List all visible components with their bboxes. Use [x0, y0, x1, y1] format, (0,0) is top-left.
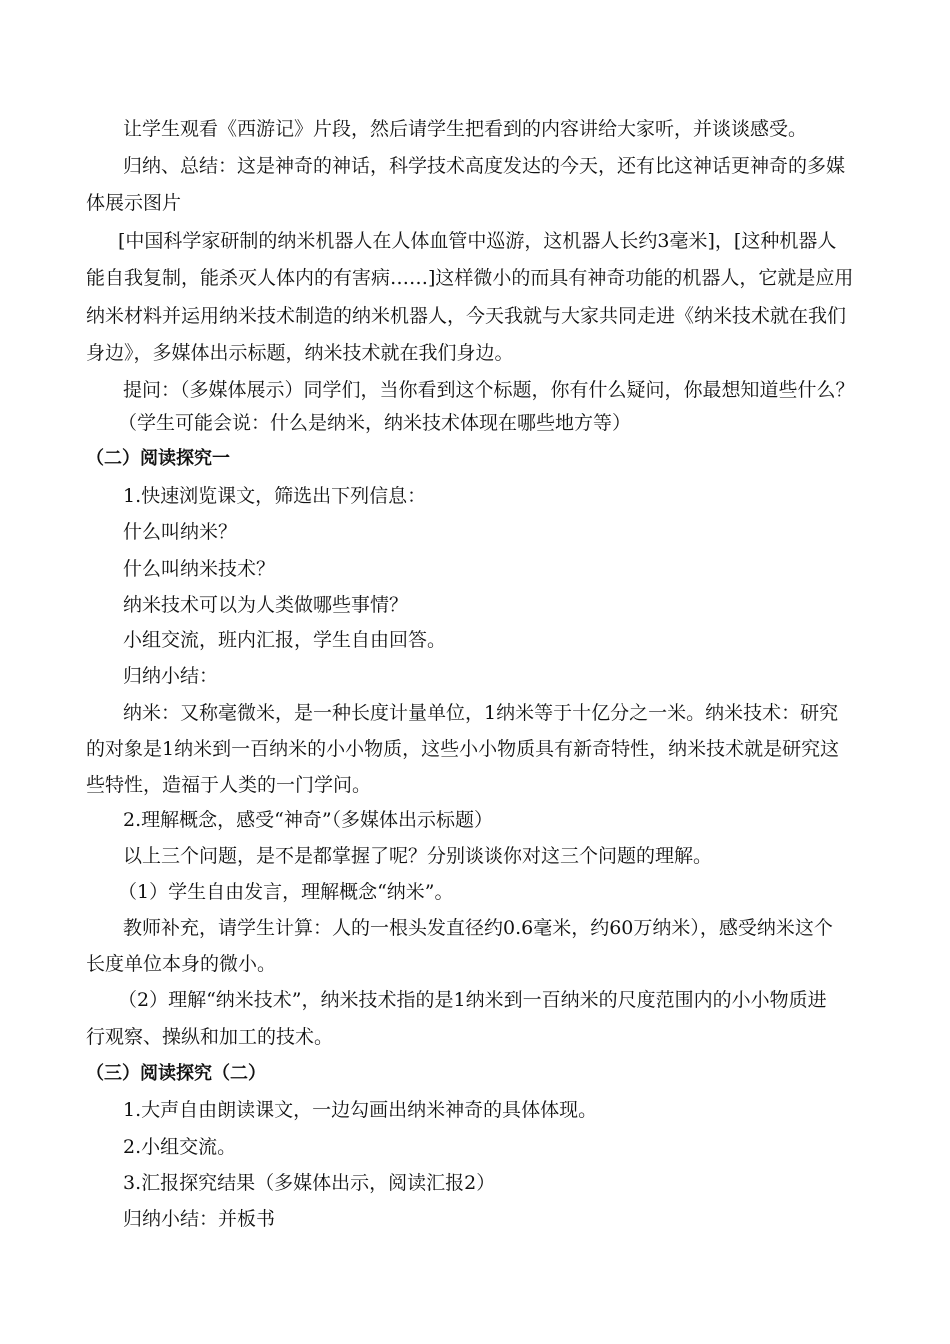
paragraph-line: 以上三个问题，是不是都掌握了呢？分别谈谈你对这三个问题的理解。: [123, 845, 713, 867]
paragraph-line: 些特性，造福于人类的一门学问。: [86, 774, 372, 796]
paragraph-line: （2）理解“纳米技术”，纳米技术指的是1纳米到一百纳米的尺度范围内的小小物质进: [118, 989, 827, 1011]
paragraph-line: 纳米材料并运用纳米技术制造的纳米机器人，今天我就与大家共同走进《纳米技术就在我们: [86, 305, 847, 327]
paragraph-line: 1.大声自由朗读课文，一边勾画出纳米神奇的具体体现。: [123, 1099, 598, 1121]
paragraph-line: 什么叫纳米？: [123, 521, 238, 543]
paragraph-line: 小组交流，班内汇报，学生自由回答。: [123, 629, 447, 651]
paragraph-line: 能自我复制，能杀灭人体内的有害病……]这样微小的而具有神奇功能的机器人，它就是应用: [86, 267, 854, 289]
paragraph-line: [中国科学家研制的纳米机器人在人体血管中巡游，这机器人长约3毫米]，[这种机器人: [118, 230, 837, 252]
paragraph-line: 2.小组交流。: [123, 1136, 237, 1158]
section-heading: （二）阅读探究一: [86, 448, 230, 469]
paragraph-line: 纳米：又称毫微米，是一种长度计量单位，1纳米等于十亿分之一米。纳米技术：研究: [123, 702, 839, 724]
paragraph-line: 1.快速浏览课文，筛选出下列信息：: [123, 485, 427, 507]
paragraph-line: 纳米技术可以为人类做哪些事情？: [123, 594, 409, 616]
paragraph-line: （1）学生自由发言，理解概念“纳米”。: [118, 881, 454, 903]
paragraph-line: 归纳小结：: [123, 665, 219, 687]
paragraph-line: 归纳小结：并板书: [123, 1208, 276, 1230]
paragraph-line: （学生可能会说：什么是纳米，纳米技术体现在哪些地方等）: [118, 412, 632, 434]
paragraph-line: 提问：（多媒体展示）同学们，当你看到这个标题，你有什么疑问，你最想知道些什么？: [123, 379, 855, 401]
paragraph-line: 教师补充，请学生计算：人的一根头发直径约0.6毫米，约60万纳米），感受纳米这个: [123, 917, 833, 939]
paragraph-line: 长度单位本身的微小。: [86, 953, 277, 975]
section-heading: （三）阅读探究（二）: [86, 1063, 266, 1084]
paragraph-line: 的对象是1纳米到一百纳米的小小物质，这些小小物质具有新奇特性，纳米技术就是研究这: [86, 738, 840, 760]
paragraph-line: 2.理解概念，感受“神奇”（多媒体出示标题）: [123, 809, 494, 831]
paragraph-line: 身边》，多媒体出示标题，纳米技术就在我们身边。: [86, 342, 514, 364]
paragraph-line: 行观察、操纵和加工的技术。: [86, 1026, 334, 1048]
paragraph-line: 体展示图片: [86, 192, 182, 214]
paragraph-line: 让学生观看《西游记》片段，然后请学生把看到的内容讲给大家听，并谈谈感受。: [123, 118, 808, 140]
paragraph-line: 3.汇报探究结果（多媒体出示，阅读汇报2）: [123, 1172, 496, 1194]
paragraph-line: 归纳、总结：这是神奇的神话，科学技术高度发达的今天，还有比这神话更神奇的多媒: [123, 155, 846, 177]
paragraph-line: 什么叫纳米技术？: [123, 558, 276, 580]
